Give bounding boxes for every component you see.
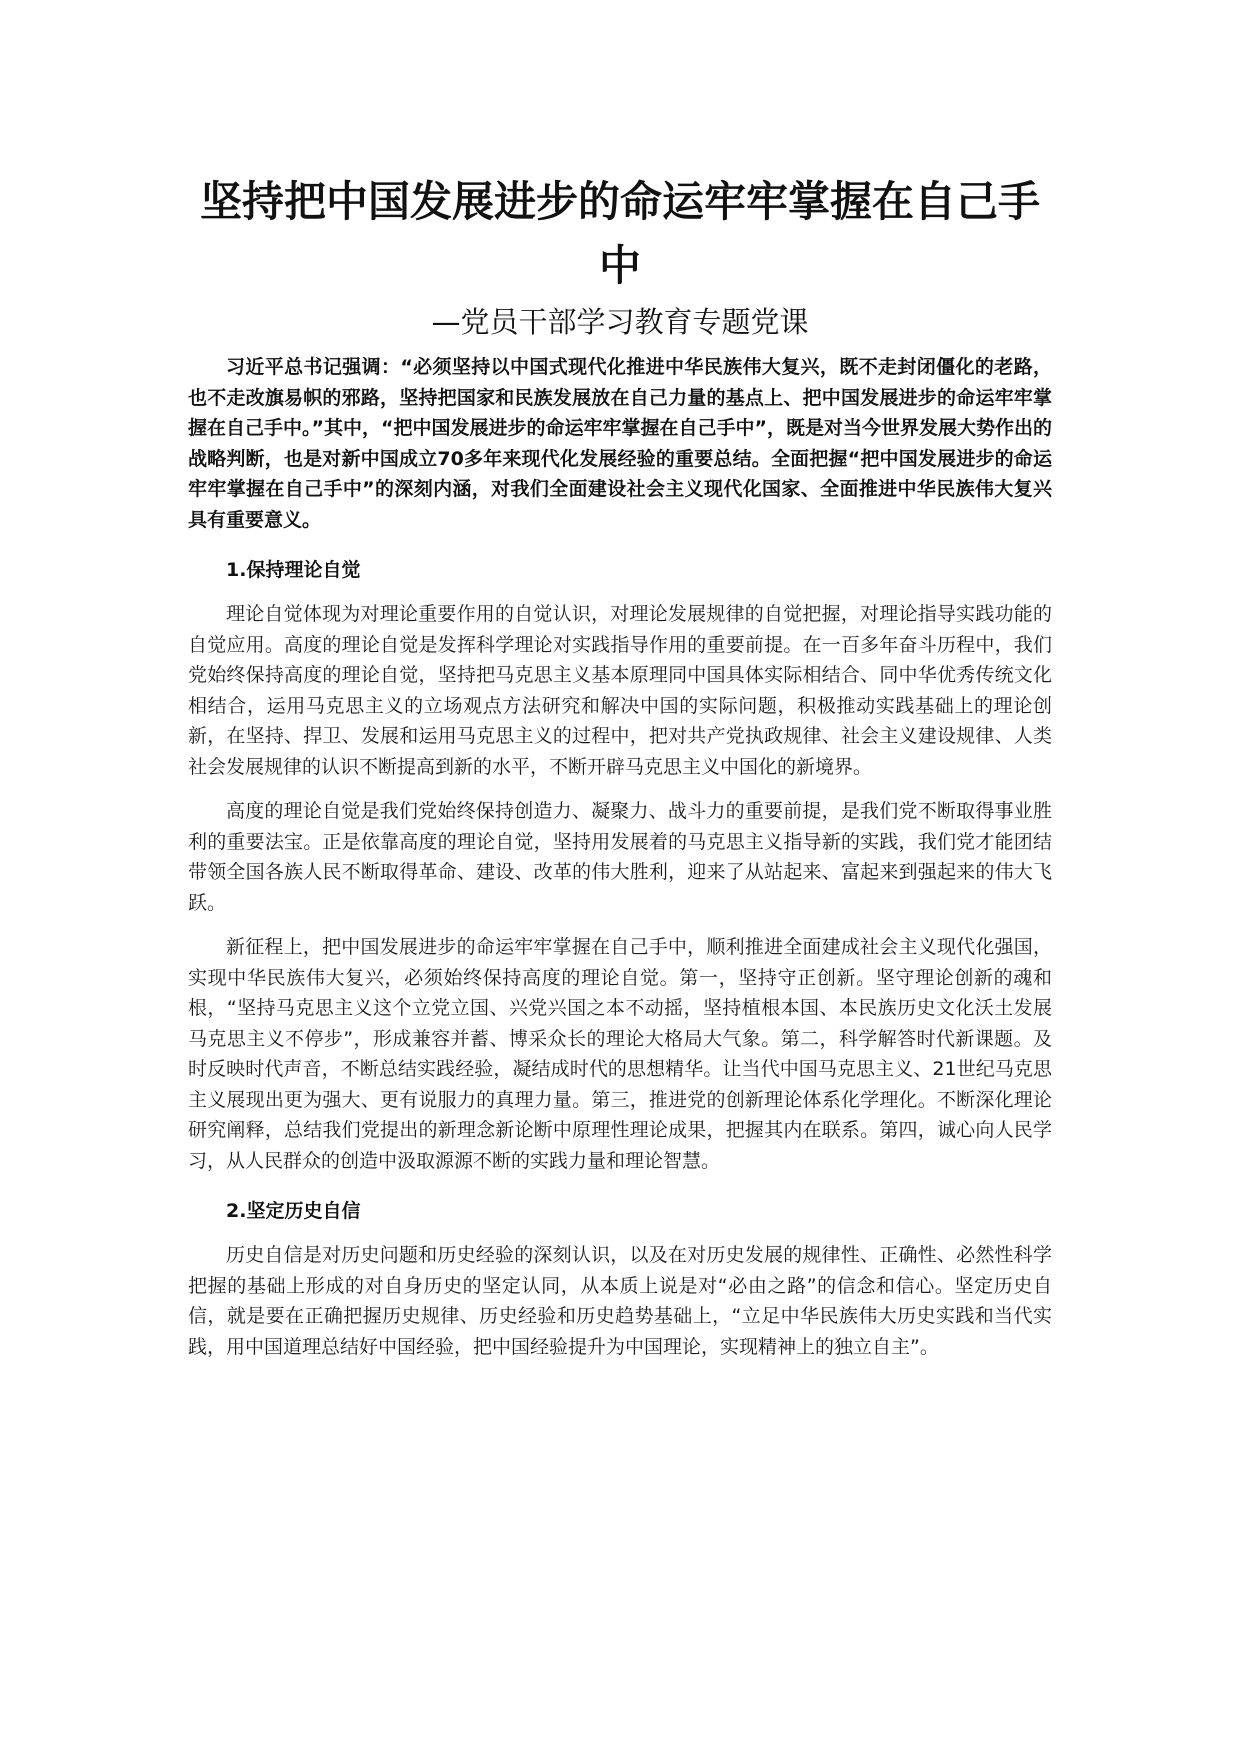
section-heading-1: 1.保持理论自觉 — [226, 559, 361, 581]
section-2-paragraph-1: 历史自信是对历史问题和历史经验的深刻认识，以及在对历史发展的规律性、正确性、必然性科学把握的基础上形成的对自身历史的坚定认同，从本质上说是对“必由之路”的信念和信心。坚定历史自信，就是要在正确把握历史规律、历史经验和历史趋势基础上，“立足中华民族伟大历史实践和当代实践，用中国道理总结好中国经验，把中国经验提升为中国理论，实现精神上的独立自主”。 — [188, 1244, 1052, 1358]
document-body — [188, 170, 1052, 1362]
section-1-paragraph-2: 高度的理论自觉是我们党始终保持创造力、凝聚力、战斗力的重要前提，是我们党不断取得事业胜利的重要法宝。正是依靠高度的理论自觉，坚持用发展着的马克思主义指导新的实践，我们党才能团结带领全国各族人民不断取得革命、建设、改革的伟大胜利，迎来了从站起来、富起来到强起来的伟大飞跃。 — [188, 800, 1052, 914]
section-heading-2: 2.坚定历史自信 — [226, 1200, 361, 1222]
document-subtitle: —党员干部学习教育专题党课 — [431, 305, 809, 339]
document-title: 坚持把中国发展进步的命运牢牢掌握在自己手中 — [199, 177, 1040, 290]
lead-paragraph: 习近平总书记强调：“必须坚持以中国式现代化推进中华民族伟大复兴，既不走封闭僵化的老路，也不走改旗易帜的邪路，坚持把国家和民族发展放在自己力量的基点上、把中国发展进步的命运牢牢掌握在自己手中。”其中，“把中国发展进步的命运牢牢掌握在自己手中”，既是对当今世界发展大势作出的战略判断，也是对新中国成立70多年来现代化发展经验的重要总结。全面把握“把中国发展进步的命运牢牢掌握在自己手中”的深刻内涵，对我们全面建设社会主义现代化国家、全面推进中华民族伟大复兴具有重要意义。 — [188, 356, 1052, 531]
section-1-paragraph-1: 理论自觉体现为对理论重要作用的自觉认识，对理论发展规律的自觉把握，对理论指导实践功能的自觉应用。高度的理论自觉是发挥科学理论对实践指导作用的重要前提。在一百多年奋斗历程中，我们党始终保持高度的理论自觉，坚持把马克思主义基本原理同中国具体实际相结合、同中华优秀传统文化相结合，运用马克思主义的立场观点方法研究和解决中国的实际问题，积极推动实践基础上的理论创新，在坚持、捍卫、发展和运用马克思主义的过程中，把对共产党执政规律、社会主义建设规律、人类社会发展规律的认识不断提高到新的水平，不断开辟马克思主义中国化的新境界。 — [188, 603, 1052, 778]
section-1-paragraph-3: 新征程上，把中国发展进步的命运牢牢掌握在自己手中，顺利推进全面建成社会主义现代化强国，实现中华民族伟大复兴，必须始终保持高度的理论自觉。第一，坚持守正创新。坚守理论创新的魂和根，“坚持马克思主义这个立党立国、兴党兴国之本不动摇，坚持植根本国、本民族历史文化沃土发展马克思主义不停步”，形成兼容并蓄、博采众长的理论大格局大气象。第二，科学解答时代新课题。及时反映时代声音，不断总结实践经验，凝结成时代的思想精华。让当代中国马克思主义、21世纪马克思主义展现出更为强大、更有说服力的真理力量。第三，推进党的创新理论体系化学理化。不断深化理论研究阐释，总结我们党提出的新理念新论断中原理性理论成果，把握其内在联系。第四，诚心向人民学习，从人民群众的创造中汲取源源不断的实践力量和理论智慧。 — [188, 936, 1052, 1172]
